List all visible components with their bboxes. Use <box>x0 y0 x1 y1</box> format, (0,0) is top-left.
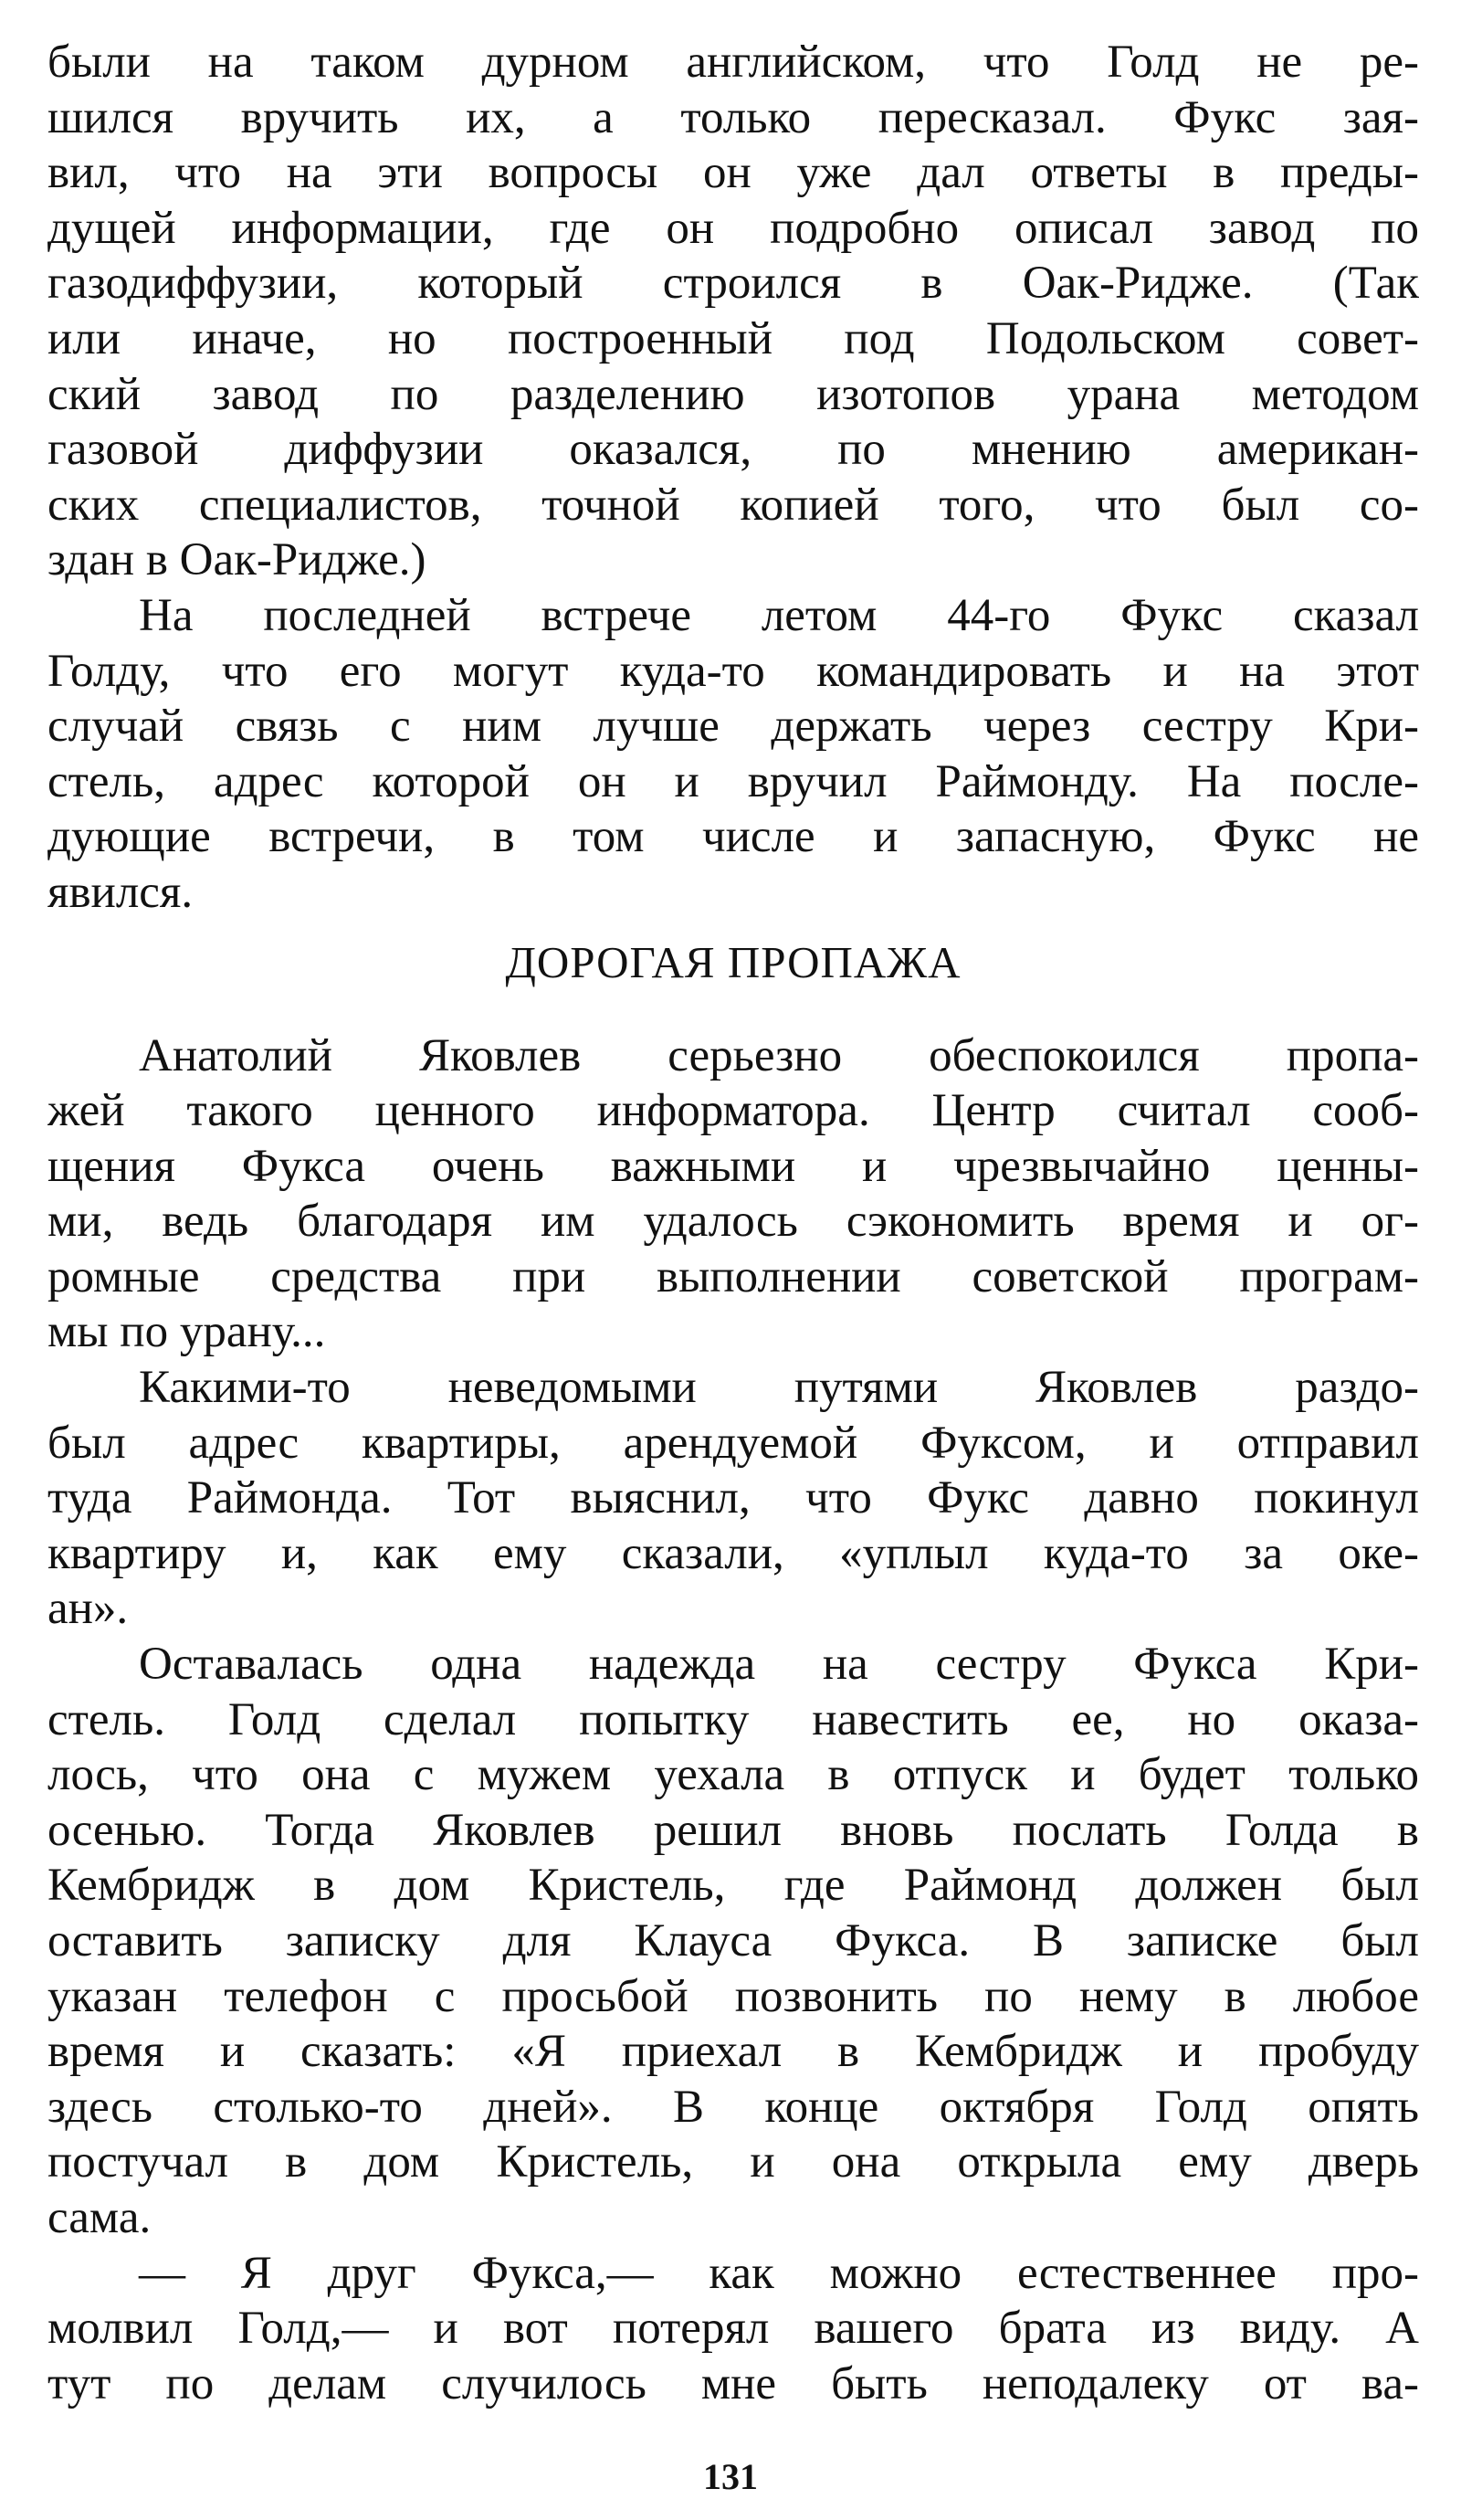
section-heading-area <box>47 921 1419 1028</box>
text-line: стель, адрес которой он и вручил Раймонду. На после- <box>47 755 1419 807</box>
paragraph <box>47 35 1419 588</box>
text-line: На последней встрече летом 44-го Фукс сказал <box>139 589 1419 641</box>
text-before-heading <box>47 35 1419 921</box>
text-line: жей такого ценного информатора. Центр считал сооб- <box>47 1085 1419 1137</box>
text-line: ми, ведь благодаря им удалось сэкономить время и ог- <box>47 1196 1419 1248</box>
text-line: газодиффузии, который строился в Оак-Ридже. (Так <box>47 258 1419 310</box>
text-line: тут по делам случилось мне быть неподалеку от ва- <box>47 2357 1419 2409</box>
text-after-heading <box>47 1028 1419 2412</box>
text-line: — Я друг Фукса,— как можно естественнее про- <box>139 2247 1419 2299</box>
text-line: ан». <box>47 1583 129 1635</box>
text-line: дущей информации, где он подробно описал завод по <box>47 202 1419 254</box>
paragraph <box>47 2246 1419 2412</box>
text-line: Голду, что его могут куда-то командировать и на этот <box>47 645 1419 697</box>
section-heading: ДОРОГАЯ ПРОПАЖА <box>505 936 962 987</box>
text-line: квартиру и, как ему сказали, «уплыл куда-то за оке- <box>47 1527 1419 1579</box>
text-line: дующие встречи, в том числе и запасную, Фукс не <box>47 811 1419 863</box>
text-line: или иначе, но построенный под Подольском совет- <box>47 312 1419 364</box>
text-line: указан телефон с просьбой позвонить по нему в любое <box>47 1970 1419 2022</box>
text-line: туда Раймонда. Тот выяснил, что Фукс давно покинул <box>47 1472 1419 1524</box>
text-line: был адрес квартиры, арендуемой Фуксом, и отправил <box>47 1417 1419 1469</box>
text-line: ромные средства при выполнении советской програм- <box>47 1250 1419 1302</box>
paragraph <box>47 588 1419 921</box>
paragraph <box>47 1360 1419 1637</box>
text-line: Анатолий Яковлев серьезно обеспокоился пропа- <box>139 1029 1419 1081</box>
text-line: лось, что она с мужем уехала в отпуск и будет только <box>47 1749 1419 1801</box>
text-line: молвил Голд,— и вот потерял вашего брата из виду. А <box>47 2303 1419 2355</box>
text-line: здан в Оак-Ридже.) <box>47 534 426 586</box>
text-line: ский завод по разделению изотопов урана методом <box>47 368 1419 420</box>
text-line: вил, что на эти вопросы он уже дал ответы в преды- <box>47 147 1419 199</box>
text-line: Какими-то неведомыми путями Яковлев раздо- <box>139 1362 1419 1414</box>
text-line: оставить записку для Клауса Фукса. В записке был <box>47 1915 1419 1966</box>
text-line: Кембридж в дом Кристель, где Раймонд должен был <box>47 1860 1419 1912</box>
text-line: газовой диффузии оказался, по мнению американ- <box>47 424 1419 476</box>
page-number: 131 <box>703 2456 758 2497</box>
text-line: стель. Голд сделал попытку навестить ее, но оказа- <box>47 1693 1419 1745</box>
text-line: явился. <box>47 866 194 918</box>
text-line: щения Фукса очень важными и чрезвычайно ценны- <box>47 1140 1419 1192</box>
text-line: время и сказать: «Я приехал в Кембридж и пробуду <box>47 2026 1419 2078</box>
text-line: здесь столько-то дней». В конце октября Голд опять <box>47 2081 1419 2133</box>
text-line: постучал в дом Кристель, и она открыла ему дверь <box>47 2136 1419 2188</box>
text-line: сама. <box>47 2191 152 2243</box>
text-line: осенью. Тогда Яковлев решил вновь послать Голда в <box>47 1804 1419 1856</box>
text-line: шился вручить их, а только пересказал. Фукс зая- <box>47 91 1419 143</box>
text-line: Оставалась одна надежда на сестру Фукса Кри- <box>139 1639 1419 1691</box>
text-line: ских специалистов, точной копией того, что был со- <box>47 479 1419 531</box>
text-line: мы по урану... <box>47 1306 326 1358</box>
page-text <box>47 35 1419 2411</box>
text-line: случай связь с ним лучше держать через сестру Кри- <box>47 701 1419 753</box>
paragraph <box>47 1028 1419 1361</box>
paragraph <box>47 1637 1419 2246</box>
text-line: были на таком дурном английском, что Голд не ре- <box>47 37 1419 88</box>
